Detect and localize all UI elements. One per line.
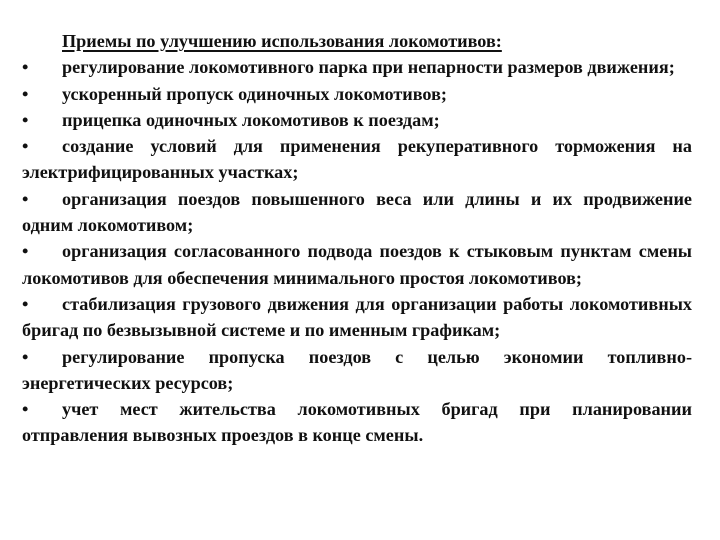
list-item-text: учет мест жительства локомотивных бригад при планировании отправления вывозных проездов в конце смены. <box>22 399 692 446</box>
bullet-icon: • <box>22 136 29 157</box>
list-item-text: организация согласованного подвода поездов к стыковым пунктам смены локомотивов для обеспечения минимального простоя локомотивов; <box>22 241 692 288</box>
list-item-text: прицепка одиночных локомотивов к поездам; <box>62 109 440 130</box>
list-item <box>22 344 692 397</box>
bullet-icon: • <box>22 399 29 420</box>
list-item <box>22 81 692 107</box>
list-item <box>22 54 692 80</box>
list-item-text: организация поездов повышенного веса или длины и их продвижение одним локомотивом; <box>22 188 692 236</box>
bullet-icon: • <box>22 241 29 262</box>
list-item <box>22 291 692 344</box>
bullet-icon: • <box>22 57 29 78</box>
text-block <box>22 28 692 449</box>
list-item-text: стабилизация грузового движения для организации работы локомотивных бригад по безвызывной системе и по именным графикам; <box>22 293 692 341</box>
bullet-icon: • <box>22 83 29 104</box>
page-title: Приемы по улучшению использования локомотивов: <box>62 31 502 51</box>
list-item <box>22 186 692 239</box>
bullet-icon: • <box>22 188 29 209</box>
list-item <box>22 238 692 291</box>
list-item-text: создание условий для применения рекуперативного торможения на электрифицированных участках; <box>22 136 692 183</box>
bullet-icon: • <box>22 293 29 314</box>
list-item <box>22 133 692 186</box>
list-item <box>22 107 692 133</box>
list-item-text: ускоренный пропуск одиночных локомотивов; <box>62 83 447 104</box>
bullet-icon: • <box>22 346 29 367</box>
bullet-icon: • <box>22 109 29 130</box>
list-item <box>22 396 692 449</box>
list-item-text: регулирование локомотивного парка при непарности размеров движения; <box>62 57 675 78</box>
list-item-text: регулирование пропуска поездов с целью экономии топливно-энергетических ресурсов; <box>22 346 692 393</box>
